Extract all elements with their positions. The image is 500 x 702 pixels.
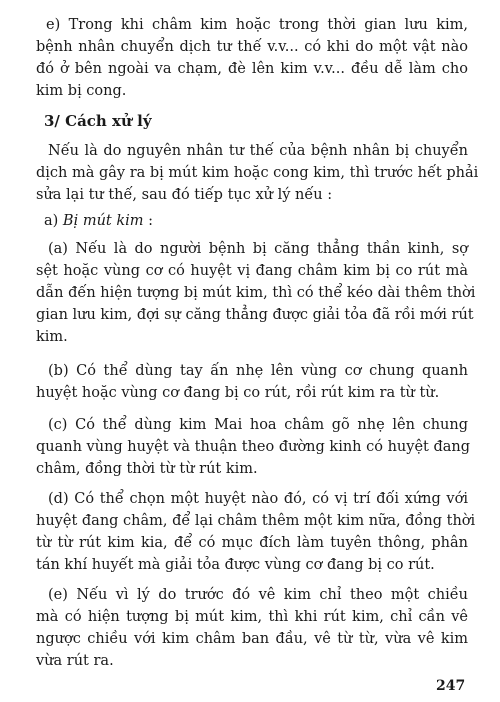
- text-line: tán khí huyết mà giải tỏa được vùng cơ đang bị co rút.: [36, 557, 435, 573]
- paragraph-item-b: [36, 360, 468, 404]
- text-line: dịch mà gây ra bị mút kim hoặc cong kim, thì trước hết phải: [36, 165, 479, 181]
- subheading-prefix: a): [44, 213, 59, 229]
- text-line: kim bị cong.: [36, 83, 127, 99]
- text-line: (e) Nếu vì lý do trước đó vê kim chỉ theo một chiều: [48, 587, 468, 603]
- subheading-suffix: :: [143, 213, 154, 229]
- paragraph-item-d: [36, 488, 476, 576]
- text-line: huyệt hoặc vùng cơ đang bị co rút, rồi rút kim ra từ từ.: [36, 385, 440, 401]
- page-number: 247: [436, 678, 466, 694]
- text-line: sửa lại tư thế, sau đó tiếp tục xử lý nếu :: [36, 187, 333, 203]
- text-line: châm, đồng thời từ từ rút kim.: [36, 461, 258, 477]
- text-line: đó ở bên ngoài va chạm, đè lên kim v.v... đều dễ làm cho: [36, 61, 468, 77]
- subheading-title: Bị mút kim: [62, 213, 144, 229]
- text-line: dẫn đến hiện tượng bị mút kim, thì có thể kéo dài thêm thời: [36, 285, 476, 301]
- text-line: kim.: [36, 329, 68, 345]
- text-line: ngược chiều với kim châm ban đầu, vê từ từ, vừa vê kim: [36, 631, 468, 647]
- text-line: huyệt đang châm, để lại châm thêm một kim nữa, đồng thời: [36, 513, 476, 529]
- text-line: vừa rút ra.: [36, 653, 114, 669]
- text-line: e) Trong khi châm kim hoặc trong thời gian lưu kim,: [46, 17, 468, 33]
- text-line: (d) Có thể chọn một huyệt nào đó, có vị trí đối xứng với: [48, 491, 468, 507]
- text-line: mà có hiện tượng bị mút kim, thì khi rút kim, chỉ cần vê: [36, 609, 468, 625]
- text-line: (c) Có thể dùng kim Mai hoa châm gõ nhẹ lên chung: [48, 417, 468, 433]
- paragraph-item-a: [36, 238, 476, 348]
- text-line: gian lưu kim, đợi sự căng thẳng được giải tỏa đã rồi mới rút: [36, 307, 474, 323]
- text-line: (a) Nếu là do người bệnh bị căng thẳng thần kinh, sợ: [48, 241, 468, 257]
- text-line: bệnh nhân chuyển dịch tư thế v.v... có khi do một vật nào: [36, 39, 468, 55]
- text-line: quanh vùng huyệt và thuận theo đường kinh có huyệt đang: [36, 439, 471, 455]
- section-heading: 3/ Cách xử lý: [44, 112, 152, 130]
- paragraph-intro: [36, 140, 479, 206]
- paragraph-item-e: [36, 584, 468, 672]
- paragraph-e-bent-needle-cause: [36, 14, 468, 102]
- text-line: (b) Có thể dùng tay ấn nhẹ lên vùng cơ chung quanh: [48, 363, 468, 379]
- subheading: [44, 210, 153, 232]
- paragraph-item-c: [36, 414, 471, 480]
- text-line: từ từ rút kim kia, để có mục đích làm tuyên thông, phân: [36, 535, 468, 551]
- text-line: Nếu là do nguyên nhân tư thế của bệnh nhân bị chuyển: [48, 143, 468, 159]
- text-line: sệt hoặc vùng cơ có huyệt vị đang châm kim bị co rút mà: [36, 263, 468, 279]
